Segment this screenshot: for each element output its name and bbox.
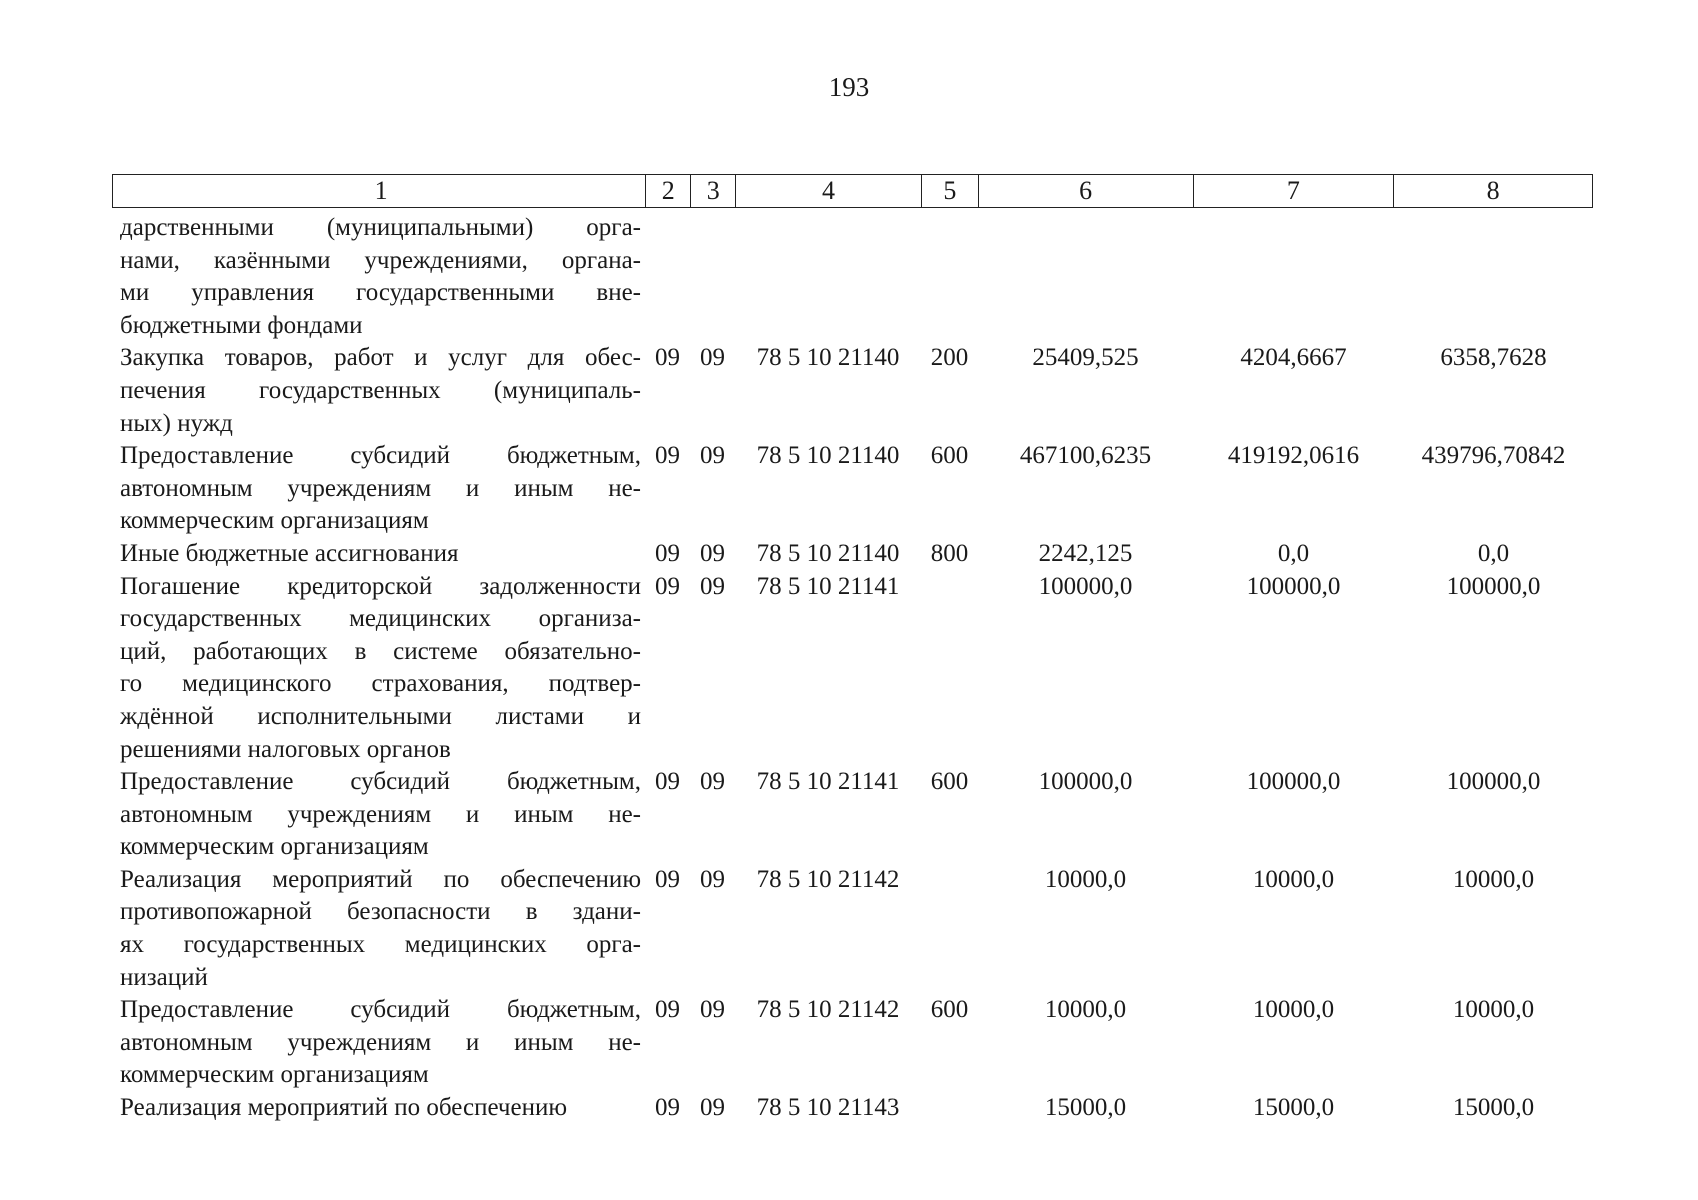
row-description (112, 766, 645, 864)
row-description (112, 212, 645, 342)
description-line: коммерческим организациям (120, 507, 429, 535)
subsection-code: 09 (700, 768, 725, 796)
amount-col-8: 10000,0 (1452, 996, 1535, 1024)
description-line: автономным учреждениям и иным не- (120, 1028, 641, 1056)
description-line: низаций (120, 963, 208, 991)
table-body (112, 212, 1593, 1125)
header-col-4: 4 (735, 175, 921, 207)
table-row (112, 212, 1593, 342)
header-col-2: 2 (645, 175, 690, 207)
section-code (645, 212, 690, 342)
description-line: Реализация мероприятий по обеспечению (120, 1094, 568, 1122)
expense-type-code: 800 (930, 539, 969, 567)
expense-type-code: 600 (930, 996, 969, 1024)
header-col-1: 1 (374, 176, 388, 205)
subsection-code: 09 (700, 572, 725, 600)
description-line: Предоставление субсидий бюджетным, (120, 442, 641, 470)
description-line: Предоставление субсидий бюджетным, (120, 996, 641, 1024)
description-line: печения государственных (муниципаль- (120, 376, 641, 404)
section-code: 09 (655, 996, 680, 1024)
table-row (112, 538, 1593, 571)
section-code: 09 (655, 572, 680, 600)
target-article-code: 78 5 10 21140 (756, 344, 900, 372)
subsection-code: 09 (700, 996, 725, 1024)
expense-type-code (921, 212, 978, 342)
target-article-code (735, 212, 921, 342)
amount-col-7 (1193, 212, 1394, 342)
table-row (112, 766, 1593, 864)
page-number: 193 (828, 72, 870, 102)
description-line: Реализация мероприятий по обеспечению (120, 865, 641, 893)
expense-type-code (921, 571, 978, 767)
row-description (112, 864, 645, 994)
amount-col-7: 4204,6667 (1240, 344, 1347, 372)
description-line: ях государственных медицинских орга- (120, 931, 641, 959)
amount-col-7: 10000,0 (1252, 996, 1335, 1024)
description-line: нами, казёнными учреждениями, органа- (120, 246, 641, 274)
amount-col-7: 10000,0 (1252, 865, 1335, 893)
description-line: ждённой исполнительными листами и (120, 702, 641, 730)
table-row (112, 1092, 1593, 1125)
amount-col-8: 6358,7628 (1440, 344, 1547, 372)
amount-col-7: 419192,0616 (1227, 442, 1360, 470)
table-row (112, 440, 1593, 538)
target-article-code: 78 5 10 21142 (756, 865, 900, 893)
amount-col-8: 100000,0 (1446, 768, 1541, 796)
description-line: бюджетными фондами (120, 311, 363, 339)
target-article-code: 78 5 10 21140 (756, 442, 900, 470)
amount-col-8: 0,0 (1477, 539, 1510, 567)
section-code: 09 (655, 865, 680, 893)
table-row (112, 994, 1593, 1092)
amount-col-8: 439796,70842 (1421, 442, 1566, 470)
table-row (112, 864, 1593, 994)
section-code: 09 (655, 442, 680, 470)
subsection-code (690, 212, 735, 342)
subsection-code: 09 (700, 442, 725, 470)
expense-type-code: 600 (930, 768, 969, 796)
row-description (112, 994, 645, 1092)
description-line: дарственными (муниципальными) орга- (120, 214, 641, 241)
description-line: Закупка товаров, работ и услуг для обес- (120, 344, 641, 372)
section-code: 09 (655, 539, 680, 567)
table-row (112, 342, 1593, 440)
amount-col-6: 15000,0 (1044, 1094, 1127, 1122)
header-col-6: 6 (978, 175, 1193, 207)
expense-type-code: 200 (930, 344, 969, 372)
amount-col-6: 100000,0 (1038, 572, 1133, 600)
amount-col-6: 10000,0 (1044, 865, 1127, 893)
description-line: противопожарной безопасности в здани- (120, 898, 641, 926)
table-row (112, 571, 1593, 767)
amount-col-8: 15000,0 (1452, 1094, 1535, 1122)
amount-col-7: 15000,0 (1252, 1094, 1335, 1122)
amount-col-7: 0,0 (1277, 539, 1310, 567)
subsection-code: 09 (700, 865, 725, 893)
amount-col-6: 2242,125 (1038, 539, 1133, 567)
section-code: 09 (655, 768, 680, 796)
amount-col-6: 100000,0 (1038, 768, 1133, 796)
subsection-code: 09 (700, 344, 725, 372)
subsection-code: 09 (700, 1094, 725, 1122)
description-line: ных) нужд (120, 409, 233, 437)
description-line: Погашение кредиторской задолженности (120, 572, 641, 600)
amount-col-8: 10000,0 (1452, 865, 1535, 893)
table-header (112, 174, 1593, 208)
amount-col-7: 100000,0 (1246, 572, 1341, 600)
header-col-3: 3 (690, 175, 735, 207)
header-col-7: 7 (1193, 175, 1394, 207)
amount-col-6: 467100,6235 (1019, 442, 1152, 470)
target-article-code: 78 5 10 21143 (756, 1094, 900, 1122)
header-col-8: 8 (1393, 175, 1592, 207)
amount-col-7: 100000,0 (1246, 768, 1341, 796)
target-article-code: 78 5 10 21140 (756, 539, 900, 567)
description-line: го медицинского страхования, подтвер- (120, 670, 641, 698)
target-article-code: 78 5 10 21141 (756, 572, 900, 600)
description-line: ми управления государственными вне- (120, 279, 641, 307)
description-line: коммерческим организациям (120, 833, 429, 861)
amount-col-8: 100000,0 (1446, 572, 1541, 600)
description-line: автономным учреждениям и иным не- (120, 800, 641, 828)
target-article-code: 78 5 10 21142 (756, 996, 900, 1024)
row-description (112, 342, 645, 440)
description-line: коммерческим организациям (120, 1061, 429, 1089)
section-code: 09 (655, 344, 680, 372)
section-code: 09 (655, 1094, 680, 1122)
row-description (112, 1092, 645, 1125)
description-line: ций, работающих в системе обязательно- (120, 637, 641, 665)
row-description (112, 440, 645, 538)
description-line: государственных медицинских организа- (120, 605, 641, 633)
expense-type-code (921, 1092, 978, 1125)
description-line: Предоставление субсидий бюджетным, (120, 768, 641, 796)
target-article-code: 78 5 10 21141 (756, 768, 900, 796)
header-col-5: 5 (921, 175, 978, 207)
description-line: решениями налоговых органов (120, 735, 451, 763)
amount-col-6: 10000,0 (1044, 996, 1127, 1024)
amount-col-6 (978, 212, 1193, 342)
expense-type-code (921, 864, 978, 994)
description-line: автономным учреждениям и иным не- (120, 474, 641, 502)
subsection-code: 09 (700, 539, 725, 567)
description-line: Иные бюджетные ассигнования (120, 539, 459, 567)
expense-type-code: 600 (930, 442, 969, 470)
amount-col-6: 25409,525 (1032, 344, 1139, 372)
row-description (112, 538, 645, 571)
row-description (112, 571, 645, 767)
amount-col-8 (1394, 212, 1593, 342)
